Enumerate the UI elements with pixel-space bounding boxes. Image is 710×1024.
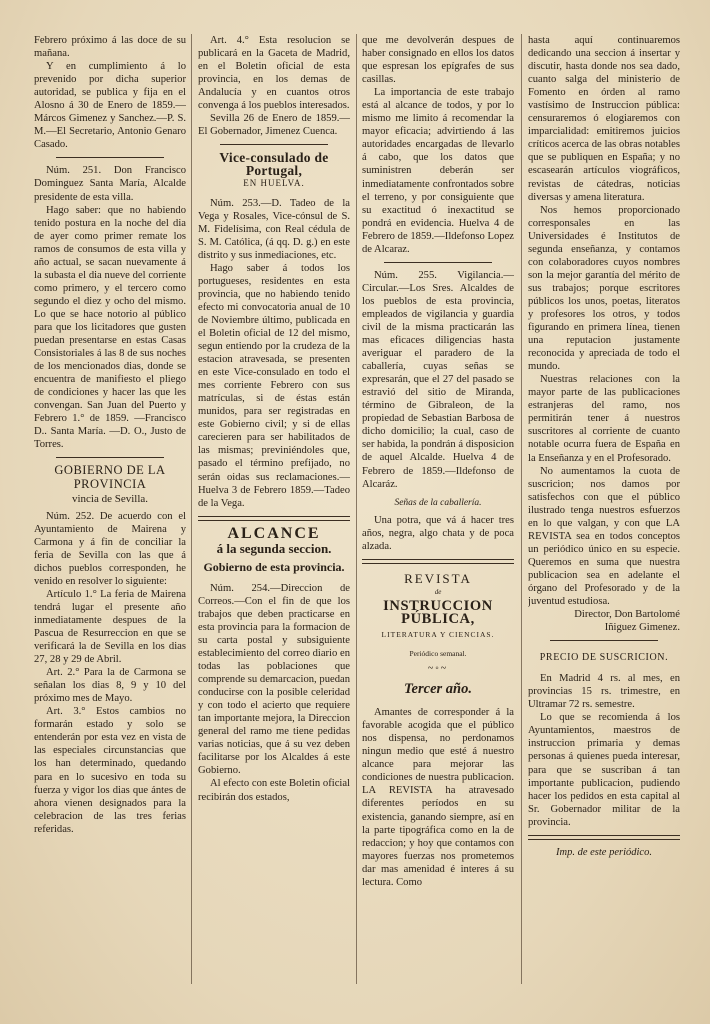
paragraph: que me devolverán despues de haber consignado en ellos los datos que espresan los epígrafes de sus casillas.	[362, 35, 514, 86]
double-separator	[362, 559, 514, 564]
paragraph: Art. 3.° Estos cambios no formarán estado y solo se entenderán por esta vez en vista de las especiales circunstancias que los han determinado, quedando para en lo sucesivo en toda su fuerza y vigor los dias que ántes de ahora vienen designados para la celebracion de las tres ferias referidas.	[34, 706, 186, 835]
section-subheading: EN HUELVA.	[243, 178, 305, 189]
column-1	[34, 34, 186, 999]
alcance-subheading: á la segunda seccion.	[216, 540, 332, 556]
revista-title: REVISTA	[404, 570, 472, 586]
imprint: Imp. de este periódico.	[556, 846, 652, 858]
paragraph: Nos hemos proporcionado corresponsales en las Universidades é Institutos de segunda enseñanza, y contamos con colaboradores cuyos nombres son la mejor garantía del mérito de sus trabajos; porque escritores públicos los unos, poetas, literatos y profesores los otros, y todos figurando en primera línea, tienen una reputacion justamente reconocida y apreciada de todo el mundo.	[528, 204, 680, 373]
paragraph: Artículo 1.° La feria de Mairena tendrá lugar el presente año inmediatamente despues de la Pascua de Resurreccion en que se verificará la de Sevilla en los dias 27, 28 y 29 de Abril.	[34, 588, 186, 666]
double-separator	[198, 516, 350, 521]
tercer-ano-heading: Tercer año.	[404, 681, 472, 698]
paragraph: hasta aquí continuaremos dedicando una seccion á insertar y discutir, hasta donde nos sea dado, cuanto salga del ministerio de Fomento en órden al ramo vastísimo de Instruccion pública: censuraremos ó elogiaremos con imparcialidad: emitiremos juicios críticos acerca de las obras notables que se publiquen en España; y no escasearán artículos viográficos, revistas de cátedras, noticias diversas y amena literatura.	[528, 35, 680, 203]
separator	[56, 457, 164, 458]
column-rule	[356, 34, 357, 984]
section-heading: GOBIERNO DE LA PROVINCIA	[54, 463, 166, 491]
paragraph: Al efecto con este Boletin oficial recibirán dos estados,	[198, 778, 350, 803]
paragraph: Y en cumplimiento á lo prevenido por dicha superior autoridad, se publica y fija en el Alosno á 30 de Enero de 1859.—Márcos Gimenez y Sanchez.—P. S. M.—El Secretario, Antonio Genaro Casado.	[34, 61, 186, 151]
paragraph: Lo que se recomienda á los Ayuntamientos, maestros de instruccion primaria y demas personas á quienes pueda interesar, para que se suscriban á tan importante publicacion, pudiendo hacer los pedidos en esta capital al Sr. Gobernador militar de la provincia.	[528, 712, 680, 828]
separator	[220, 144, 328, 145]
paragraph: La importancia de este trabajo está al alcance de todos, y por lo mismo me limito á recomendar la mayor eficacia; advirtiendo á las autoridades encargadas de llevarlo á cabo, que los datos que suministren deberán ser inmediatamente confrontados sobre el terreno, y por consiguiente que su exactitud ó inexactitud se pondrá en evidencia. Huelva 4 de Febrero de 1859.—Ildefonso Lopez de Alcaraz.	[362, 87, 514, 255]
column-3	[362, 34, 514, 999]
paragraph: Núm. 252. De acuerdo con el Ayuntamiento de Mairena y Carmona y á fin de conciliar la feria de Sevilla con las que á dichos pueblos corresponden, he venido en resolver lo siguiente:	[34, 510, 186, 587]
separator	[384, 262, 492, 263]
column-rule	[521, 34, 522, 984]
revista-subtitle: LITERATURA Y CIENCIAS.	[381, 629, 495, 639]
alcance-section-heading: Gobierno de esta provincia.	[203, 559, 345, 574]
paragraph: Núm. 253.—D. Tadeo de la Vega y Rosales, Vice-cónsul de S. M. Fidelísima, con Real cédula de S. M. Católica, (á qq. D. g.) en este distrito y sus inmediaciones, etc.	[198, 197, 350, 261]
paragraph: En Madrid 4 rs. al mes, en provincias 15 rs. trimestre, en Ultramar 72 rs. semestre.	[528, 673, 680, 711]
paragraph: Amantes de corresponder á la favorable acogida que el público nos dispensa, no perdonamos ningun medio que esté á nuestro alcance para mejorar las condiciones de nuestra publicacion. LA REVISTA ha atravesado diferentes períodos en su existencia, ganando siempre, así en la parte tipográfica como en la de redaccion; y hoy que contamos con mayores fuerzas nos prometemos dar mas amenidad é interes á su lectura. Como	[362, 707, 514, 888]
subheading-senas: Señas de la caballería.	[394, 497, 482, 508]
paragraph-director: Director, Don Bartolomé Iñiguez Gimenez.	[574, 609, 680, 634]
separator	[550, 640, 658, 641]
paragraph: Art. 4.° Esta resolucion se publicará en la Gaceta de Madrid, en el Boletin oficial de esta provincia, en los demas de Andalucía y en cuantos otros convenga á los pueblos interesados.	[198, 35, 350, 112]
paragraph: Art. 2.° Para la de Carmona se señalan los dias 8, 9 y 10 del próximo mes de Mayo.	[34, 667, 186, 705]
paragraph: Una potra, que vá á hacer tres años, negra, algo chata y de poca alzada.	[362, 514, 514, 552]
revista-de: de	[434, 587, 442, 596]
column-rule	[191, 34, 192, 984]
paragraph: Sevilla 26 de Enero de 1859.—El Gobernador, Jimenez Cuenca.	[198, 113, 350, 138]
paragraph: Núm. 254.—Direccion de Correos.—Con el fin de que los trabajos que deben practicarse en esta provincia para la formacion de su carta postal y subsiguiente establecimiento del correo diario en todas las poblaciones que comprende su demarcacion, puedan conducirse con la posible celeridad y con todo el acierto que requiere tan importante mejora, la Direccion general del ramo me tiene pedidas varias noticias, que á su vez deben facilitarse por los Alcaldes á este Gobierno.	[198, 582, 350, 777]
separator	[56, 157, 164, 158]
column-4	[528, 34, 680, 999]
paragraph: Febrero próximo á las doce de su mañana.	[34, 35, 186, 60]
revista-main-title: INSTRUCCION PÚBLICA,	[383, 597, 493, 627]
section-heading: Vice-consulado de Portugal,	[219, 150, 329, 179]
section-subheading: vincia de Sevilla.	[71, 492, 149, 505]
double-separator	[528, 835, 680, 840]
paragraph: Núm. 255. Vigilancia.—Circular.—Los Sres. Alcaldes de los pueblos de esta provincia, empleados de vigilancia y guardia civil de la misma practicarán las mas eficaces diligencias hasta averiguar el paradero de la caballería, cuyas señas se expresarán, que el 27 del pasado se estravió del sitio de Miranda, término de Gibraleon, de la propiedad de Sebastian Barbosa de dicho domicilio; la cual, caso de ser habida, la pondrán á disposicion de aquel Alcalde. Huelva 4 de Febrero de 1859.—Ildefonso de Alcaráz.	[362, 269, 514, 490]
column-2	[198, 34, 350, 999]
paragraph: No aumentamos la cuota de suscricion; nos damos por satisfechos con que el público ilustrado tenga nuestros esfuerzos en lo que valgan, y con que LA REVISTA sea en todos conceptos un periódico único en su especie. Queremos en suma que nuestra publicacion sea en adelante el órgano del Profesorado y de la juventud estudiosa.	[528, 465, 680, 608]
paragraph: Nuestras relaciones con la mayor parte de las publicaciones estranjeras del ramo, nos permitirán tener á nuestros suscritores al corriente de cuanto notable ocurra fuera de España en la Enseñanza y en el Profesorado.	[528, 374, 680, 464]
paragraph: Hago saber á todos los portugueses, residentes en esta provincia, que no habiendo tenido efecto mi convocatoria anual de 10 de Noviembre último, publicada en el Boletin oficial de 12 del mismo, segun entiendo por la crudeza de la estacion atravesada, se presenten en este Vice-consulado en todo el mes corriente Febrero con sus matrículas, si de éstas están munidos, para ser registradas en este Gobierno civil; y si de ellas carecieren para ser habilitados de las mismas; previniéndoles que, pasado el término prefijado, no serán oidas sus reclamaciones.—Huelva 3 de Febrero 1859.—Tadeo de la Vega.	[198, 262, 350, 509]
revista-period: Periódico semanal.	[409, 649, 467, 659]
precio-heading: PRECIO DE SUSCRICION.	[539, 652, 669, 664]
paragraph: Hago saber: que no habiendo tenido postura en la noche del dia de ayer como primer remate los ramos de consumos de esta villa y año actual, se sacan nuevamente á la subasta el dia nueve del corriente como primero, y el tercero como segundo el diez y ocho del mismo. Lo que se hace notorio al público para que los licitadores que gusten puedan presentarse en estas Casas Consistoriales á las 8 de sus noches de los mencionados dias, donde se encuentra de manifiesto el pliego de condiciones y hacer las que les convengan. San Juan del Puerto y Febrero 1.° de 1859. —Francisco D.. Santa María. —D. O., Justo de Torres.	[34, 204, 186, 451]
paragraph: Núm. 251. Don Francisco Dominguez Santa María, Alcalde presidente de esta villa.	[34, 165, 186, 203]
ornament-icon: ~◦~	[427, 663, 449, 675]
alcance-heading: ALCANCE	[227, 524, 321, 542]
